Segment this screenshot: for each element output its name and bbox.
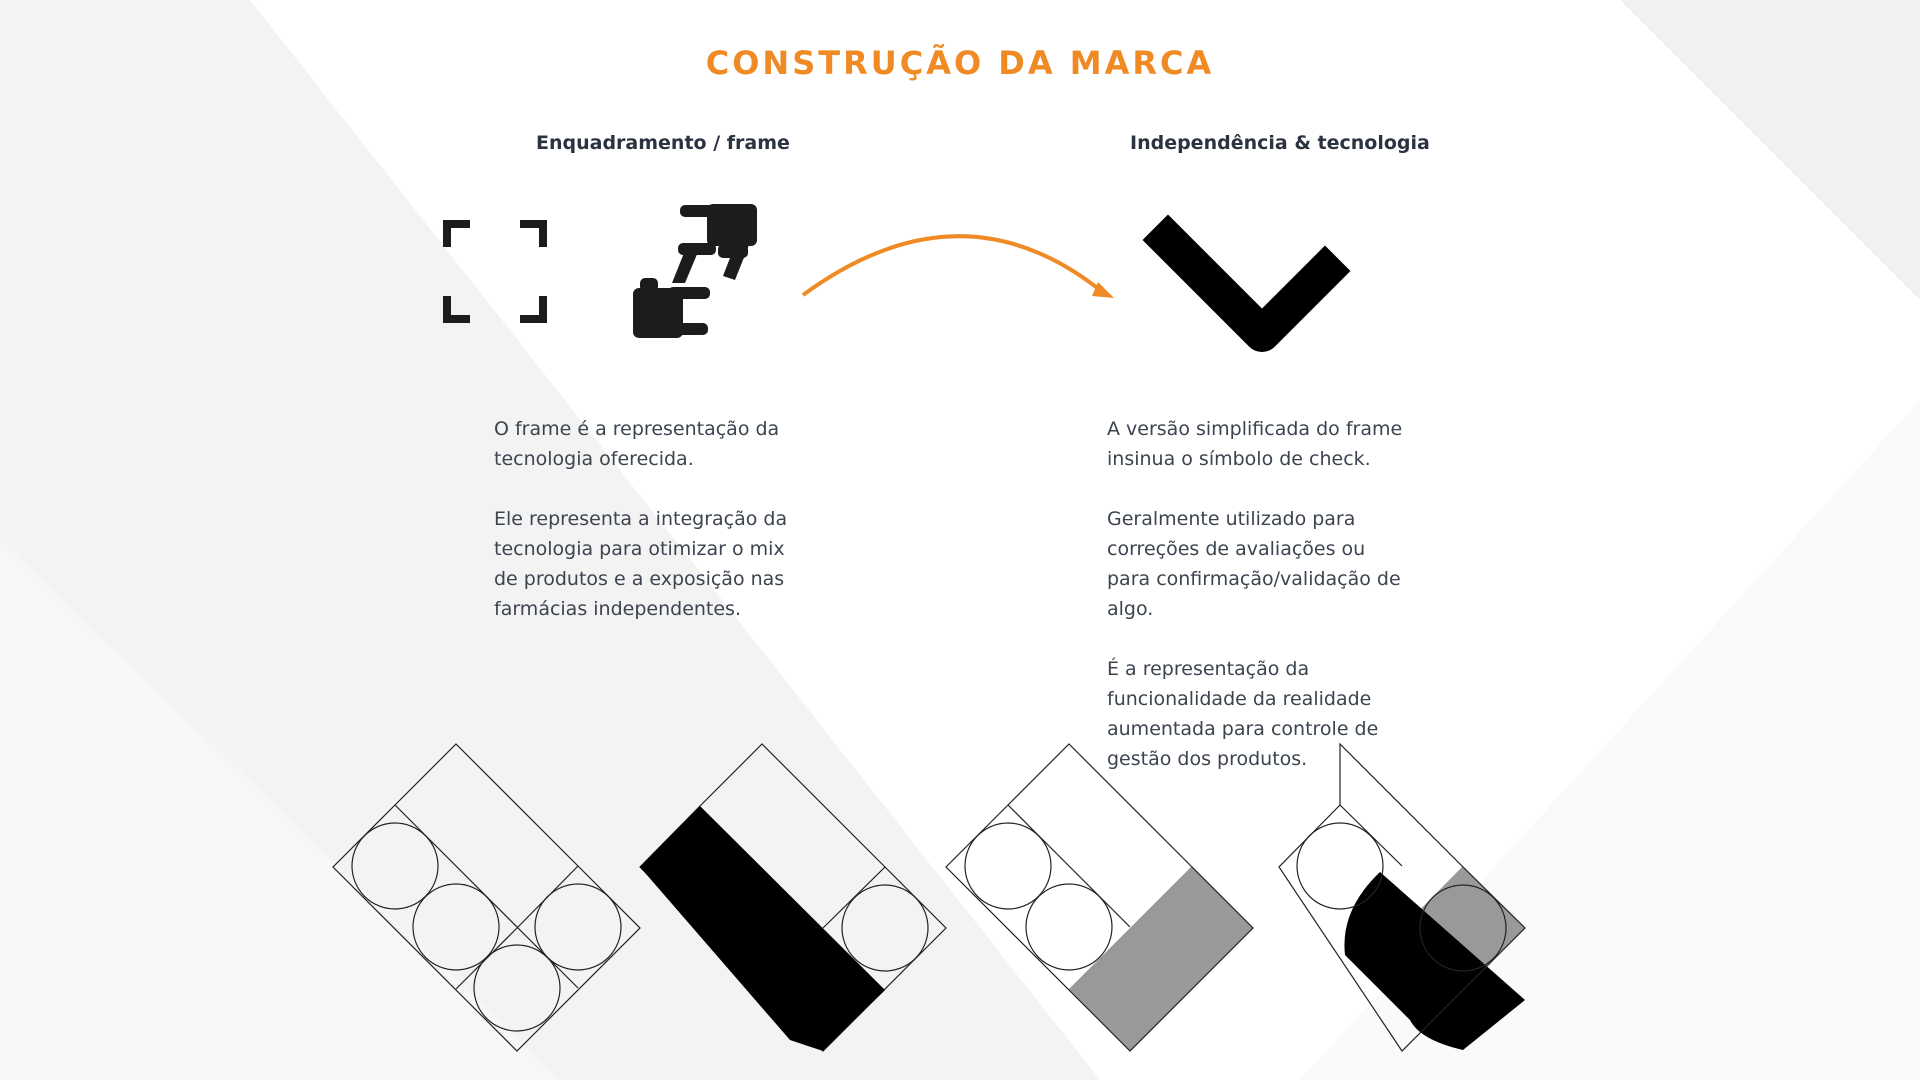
grid-gray-bar — [946, 744, 1253, 1051]
left-paragraph-2: Ele representa a integração da tecnologia para otimizar o mix de produtos e a exposição nas farmácias independentes. — [494, 508, 788, 620]
left-paragraph-1: O frame é a representação da tecnologia oferecida. — [494, 418, 780, 470]
right-paragraph-1: A versão simplificada do frame insinua o símbolo de check. — [1107, 418, 1403, 470]
page-title: CONSTRUÇÃO DA MARCA — [705, 44, 1215, 82]
left-column-heading: Enquadramento / frame — [536, 132, 790, 154]
grid-combined — [1279, 744, 1525, 1051]
right-column-heading: Independência & tecnologia — [1130, 132, 1430, 154]
grid-black-bar — [640, 744, 946, 1051]
right-paragraph-3: É a representação da funcionalidade da realidade aumentada para controle de gestão dos produtos. — [1107, 658, 1379, 770]
grid-circles — [333, 744, 640, 1051]
right-paragraph-2: Geralmente utilizado para correções de avaliações ou para confirmação/validação de algo. — [1107, 508, 1401, 620]
